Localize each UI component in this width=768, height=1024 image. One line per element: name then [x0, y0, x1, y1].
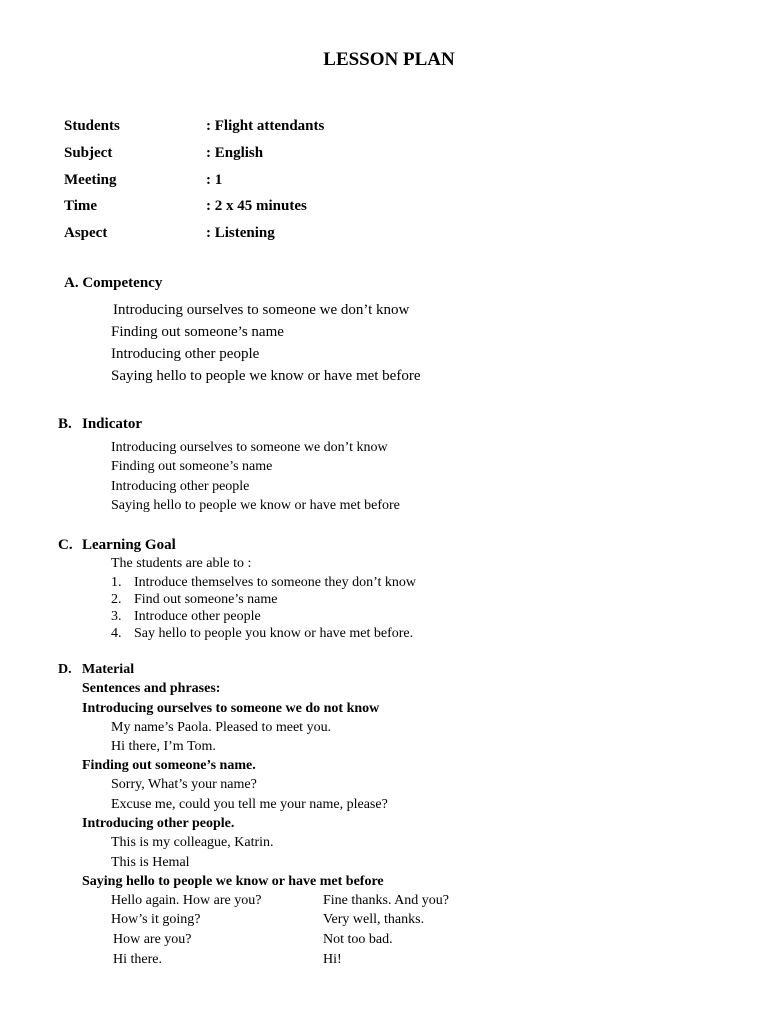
list-item: Saying hello to people we know or have met before — [111, 368, 421, 384]
phrase-reply: Not too bad. — [323, 932, 393, 947]
phrase-reply: Hi! — [323, 952, 342, 967]
phrase: Hi there. — [113, 952, 162, 967]
material-group-heading: Saying hello to people we know or have met before — [82, 874, 384, 889]
material-group-heading: Introducing ourselves to someone we do not know — [82, 701, 380, 716]
list-item: Finding out someone’s name — [111, 459, 273, 474]
goal-item: Introduce other people — [134, 609, 261, 624]
info-value: : 2 x 45 minutes — [206, 198, 307, 214]
phrase: This is my colleague, Katrin. — [111, 835, 274, 850]
goal-number: 3. — [111, 609, 122, 624]
material-subheading: Sentences and phrases: — [82, 681, 221, 696]
phrase: This is Hemal — [111, 855, 190, 870]
phrase: How are you? — [113, 932, 192, 947]
list-item: Introducing ourselves to someone we don’t know — [111, 440, 388, 455]
list-item: Introducing other people — [111, 479, 250, 494]
phrase-reply: Very well, thanks. — [323, 912, 425, 927]
list-item: Saying hello to people we know or have met before — [111, 498, 400, 513]
goal-item: Find out someone’s name — [134, 592, 278, 607]
phrase: My name’s Paola. Pleased to meet you. — [111, 720, 332, 735]
goal-number: 2. — [111, 592, 122, 607]
list-item: Finding out someone’s name — [111, 324, 284, 340]
material-group-heading: Introducing other people. — [82, 816, 235, 831]
list-item: Introducing other people — [111, 346, 260, 362]
info-label: Aspect — [64, 225, 108, 241]
phrase: Sorry, What’s your name? — [111, 777, 257, 792]
phrase: How’s it going? — [111, 912, 201, 927]
section-heading: A. Competency — [64, 275, 163, 291]
section-heading: Material — [82, 662, 135, 677]
info-label: Time — [64, 198, 98, 214]
phrase-reply: Fine thanks. And you? — [323, 893, 449, 908]
goal-number: 4. — [111, 626, 122, 641]
section-heading: Indicator — [82, 416, 142, 432]
info-label: Subject — [64, 145, 113, 161]
phrase: Hello again. How are you? — [111, 893, 262, 908]
list-item: Introducing ourselves to someone we don’t know — [113, 302, 410, 318]
goal-item: Say hello to people you know or have met before. — [134, 626, 414, 641]
info-value: : 1 — [206, 172, 223, 188]
section-letter: D. — [58, 662, 72, 677]
goal-item: Introduce themselves to someone they don’t know — [134, 575, 417, 590]
material-group-heading: Finding out someone’s name. — [82, 758, 256, 773]
section-letter: C. — [58, 537, 73, 553]
info-label: Students — [64, 118, 120, 134]
goal-number: 1. — [111, 575, 122, 590]
info-label: Meeting — [64, 172, 117, 188]
page-title: LESSON PLAN — [323, 49, 455, 70]
phrase: Hi there, I’m Tom. — [111, 739, 216, 754]
phrase: Excuse me, could you tell me your name, please? — [111, 797, 388, 812]
info-value: : Flight attendants — [206, 118, 325, 134]
section-heading: Learning Goal — [82, 537, 176, 553]
info-value: : English — [206, 145, 264, 161]
goal-intro: The students are able to : — [111, 556, 252, 571]
info-value: : Listening — [206, 225, 275, 241]
section-letter: B. — [58, 416, 72, 432]
